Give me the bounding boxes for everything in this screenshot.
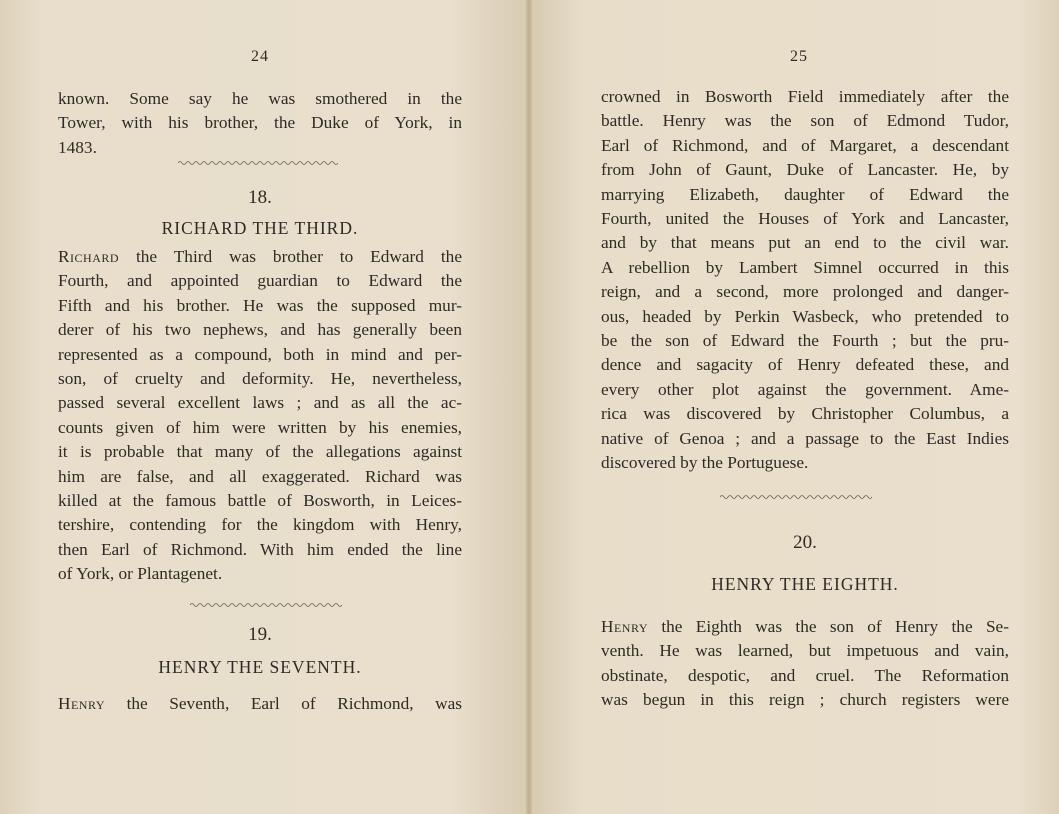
- text-line: battle. Henry was the son of Edmond Tudor,: [601, 111, 1009, 131]
- text-line: tershire, contending for the kingdom with Henry,: [58, 515, 462, 535]
- text-line: venth. He was learned, but impetuous and vain,: [601, 641, 1009, 661]
- left-page: [0, 0, 529, 814]
- text-line: Fourth, and appointed guardian to Edward the: [58, 271, 462, 291]
- section-title-20: HENRY THE EIGHTH.: [711, 574, 899, 594]
- right-page: [529, 0, 1059, 814]
- text-line: Earl of Richmond, and of Margaret, a descendant: [601, 135, 1009, 155]
- section-18-paragraph: [58, 245, 462, 587]
- text-line: native of Genoa ; and a passage to the East Indies: [601, 428, 1009, 448]
- section-title-19: HENRY THE SEVENTH.: [158, 657, 362, 677]
- section-title-18: RICHARD THE THIRD.: [161, 218, 359, 238]
- text-line: ous, headed by Perkin Wasbeck, who pretended to: [601, 306, 1009, 326]
- text-line: of York, or Plantagenet.: [58, 564, 223, 584]
- text-line: Henry the Seventh, Earl of Richmond, was: [58, 694, 462, 713]
- lead-word: Henry: [58, 694, 105, 713]
- section-19-paragraph: [58, 692, 462, 716]
- text-line: known. Some say he was smothered in the: [58, 89, 462, 108]
- section-number-19: 19.: [248, 624, 272, 645]
- text-line: Henry the Eighth was the son of Henry the Se-: [601, 617, 1009, 636]
- text-line: derer of his two nephews, and has generally been: [58, 320, 462, 340]
- text-line: from John of Gaunt, Duke of Lancaster. He, by: [601, 160, 1009, 180]
- text-line: and by that means put an end to the civil war.: [601, 233, 1009, 253]
- text-line: crowned in Bosworth Field immediately after the: [601, 87, 1009, 106]
- text-line: dence and sagacity of Henry defeated these, and: [601, 355, 1009, 375]
- text-line: then Earl of Richmond. With him ended the line: [58, 539, 462, 559]
- book-gutter: [526, 0, 532, 814]
- text-line: Tower, with his brother, the Duke of York, in: [58, 113, 462, 133]
- ornament-divider: [720, 494, 875, 500]
- lead-word: Richard: [58, 247, 120, 266]
- text-line: A rebellion by Lambert Simnel occurred in this: [601, 257, 1009, 277]
- text-line: rica was discovered by Christopher Columbus, a: [601, 404, 1009, 424]
- page-number-left: 24: [251, 48, 269, 65]
- text-line: killed at the famous battle of Bosworth, in Leices-: [58, 491, 462, 511]
- text-line: passed several excellent laws ; and as all the ac-: [58, 393, 462, 413]
- text-line: every other plot against the government. Ame-: [601, 379, 1009, 399]
- lead-word: Henry: [601, 617, 648, 636]
- intro-paragraph: [58, 87, 462, 160]
- text-line: him are false, and all exaggerated. Richard was: [58, 466, 462, 486]
- text-line: Fifth and his brother. He was the supposed mur-: [58, 295, 462, 315]
- text-line: be the son of Edward the Fourth ; but the pru-: [601, 331, 1009, 351]
- text-line: son, of cruelty and deformity. He, nevertheless,: [58, 369, 462, 389]
- page-number-right: 25: [790, 48, 808, 65]
- ornament-divider: [190, 602, 345, 608]
- text-line: was begun in this reign ; church registers were: [601, 690, 1009, 710]
- ornament-divider: [178, 160, 338, 166]
- text-line: represented as a compound, both in mind and per-: [58, 344, 462, 364]
- text-line: Richard the Third was brother to Edward the: [58, 247, 462, 266]
- text-line: it is probable that many of the allegations against: [58, 442, 462, 462]
- text-line: 1483.: [58, 137, 97, 157]
- text-line: Fourth, united the Houses of York and Lancaster,: [601, 209, 1009, 229]
- text-line: reign, and a second, more prolonged and danger-: [601, 282, 1009, 302]
- section-19-continued-paragraph: [601, 85, 1009, 476]
- section-20-paragraph: [601, 615, 1009, 713]
- section-number-20: 20.: [793, 532, 817, 553]
- text-line: discovered by the Portuguese.: [601, 453, 809, 473]
- section-number-18: 18.: [248, 187, 272, 208]
- text-line: obstinate, despotic, and cruel. The Reformation: [601, 665, 1009, 685]
- text-line: marrying Elizabeth, daughter of Edward the: [601, 184, 1009, 204]
- text-line: counts given of him were written by his enemies,: [58, 417, 462, 437]
